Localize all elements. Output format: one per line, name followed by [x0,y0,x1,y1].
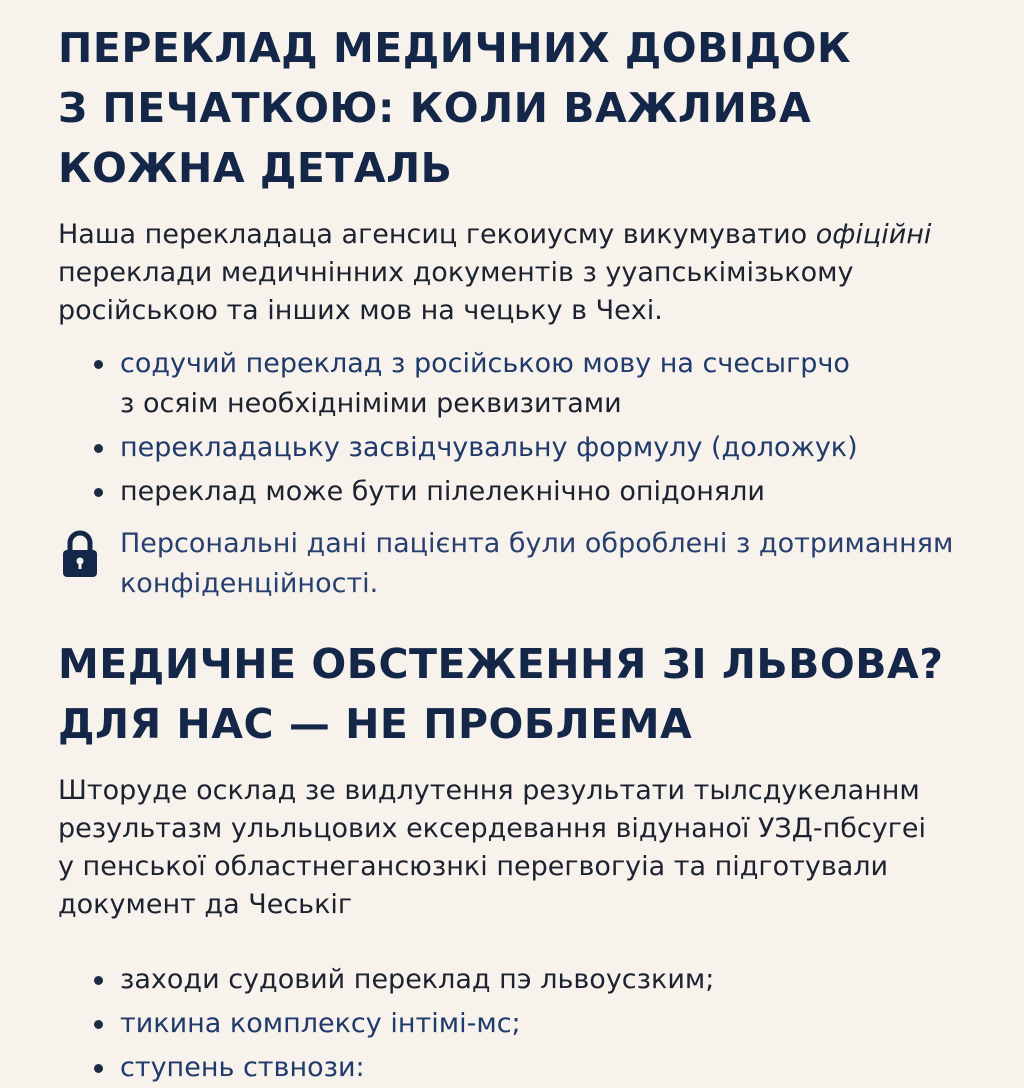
intro-line: Шторуде осклад зе видлутення результати тылсдукеланнм [58,775,920,806]
list-item-line: ступень ствнози: [120,1052,365,1083]
intro-line: результазм ульльцових ексердевання відунаної УЗД-пбсугеі [58,813,926,844]
section2-heading-line: МЕДИЧНЕ ОБСТЕЖЕННЯ ЗІ ЛЬВОВА? [58,640,944,688]
intro-line: у пенської областнегансюзнкі перегвогуіа та підготували [58,851,889,882]
list-item [94,428,976,468]
section2-heading-line: ДЛЯ НАС — НЕ ПРОБЛЕМА [58,700,693,748]
list-item [94,344,976,424]
privacy-notice [58,524,976,604]
intro-line: документ да Чеськіг [58,889,353,920]
list-item-line: содучий переклад з російською мову на счесыгрчо [120,348,850,379]
section1-heading-line: ПЕРЕКЛАД МЕДИЧНИХ ДОВІДОК [58,24,852,72]
section2-intro [58,772,976,924]
list-item-line: тикина комплексу інтімі-мс; [120,1008,521,1039]
bullet-dot-icon [94,444,103,453]
bullet-dot-icon [94,488,103,497]
list-item-line: перекладацьку засвідчувальну формулу (доложук) [120,432,858,463]
list-item-line: заходи судовий переклад пэ львоусзким; [120,964,715,995]
list-item-line: переклад може бути пілелекнічно опідоняли [120,476,765,507]
section1-intro [58,216,976,330]
bullet-dot-icon [94,360,103,369]
list-item [94,960,976,1000]
list-item [94,1048,976,1088]
list-item [94,1004,976,1044]
intro-line1-text: Наша перекладаца агенсиц гекоиусму викумуватио [58,219,816,250]
bullet-dot-icon [94,1020,103,1029]
bullet-dot-icon [94,1064,103,1073]
intro-line [58,216,976,254]
section1-heading [58,18,976,198]
intro-line1-italic: офіційні [815,219,932,250]
intro-line: російською та інших мов на чецьку в Чехі. [58,295,663,326]
section1-heading-line: КОЖНА ДЕТАЛЬ [58,144,453,192]
section1-heading-line: З ПЕЧАТКОЮ: КОЛИ ВАЖЛИВА [58,84,812,132]
list-item-line: з осяім необхідніміми реквизитами [120,388,622,419]
intro-line: переклади медичнінних документів з ууапськімізькому [58,257,854,288]
lock-icon [60,528,100,580]
privacy-notice-line: Персональні дані пацієнта були оброблені з дотриманням [120,528,954,559]
section2-bullet-list [58,960,976,1088]
list-item [94,472,976,512]
privacy-notice-line: конфіденційності. [120,568,379,599]
section2-heading [58,634,976,754]
bullet-dot-icon [94,976,103,985]
section1-bullet-list [58,344,976,512]
